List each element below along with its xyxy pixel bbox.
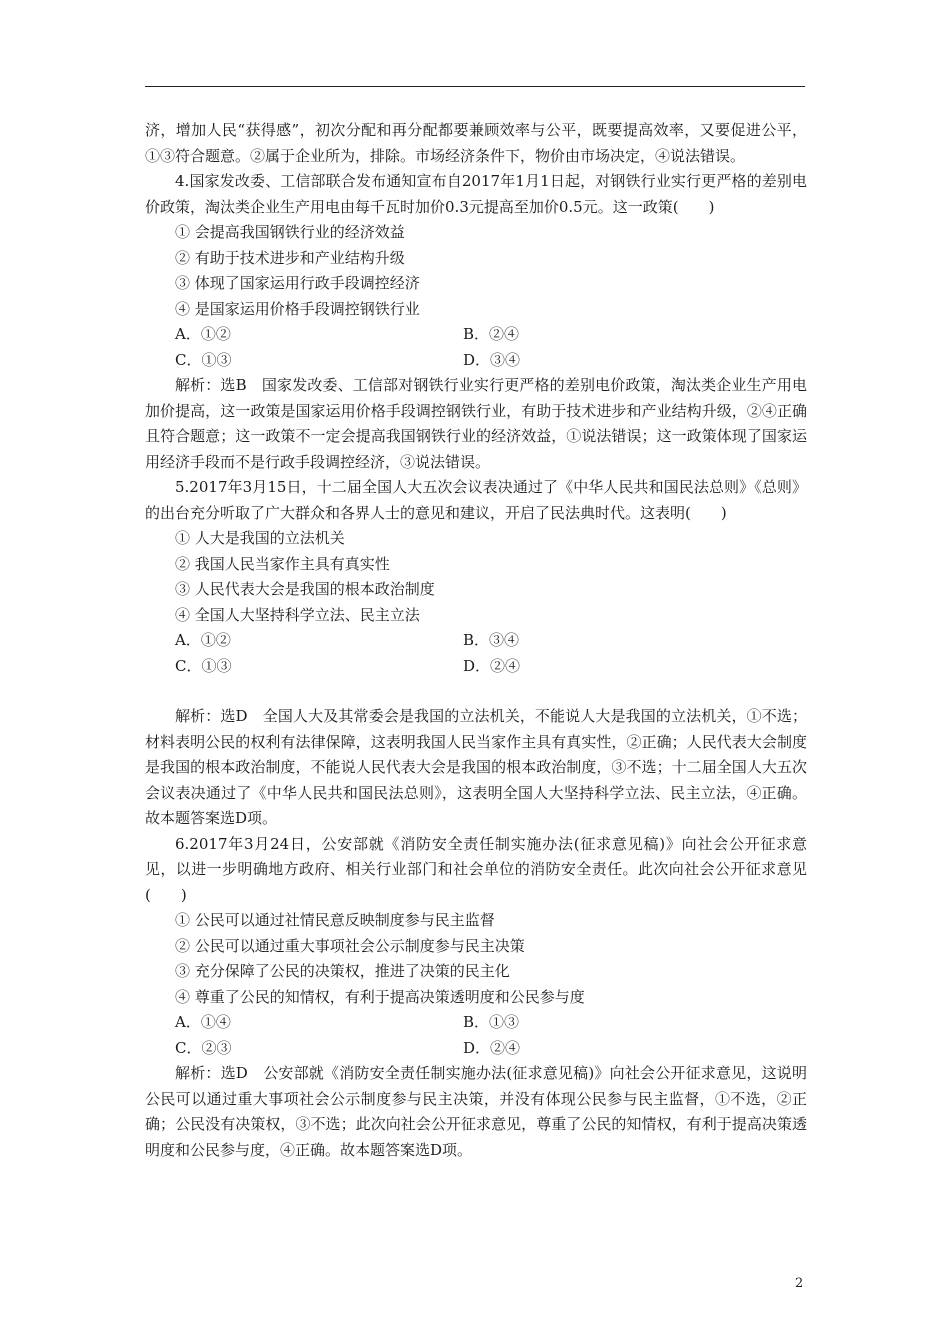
question-6-analysis: 解析：选D 公安部就《消防安全责任制实施办法(征求意见稿)》向社会公开征求意见，这说明公民可以通过重大事项社会公示制度参与民主决策，并没有体现公民参与民主监督，①不选，②正确；公民没有决策权，③不选；此次向社会公开征求意见，尊重了公民的知情权，有利于提高决策透明度和公民参与度，④正确。故本题答案选D项。: [145, 1064, 807, 1159]
spacer: [145, 679, 807, 704]
question-5-analysis: 解析：选D 全国人大及其常委会是我国的立法机关，不能说人大是我国的立法机关，①不选；材料表明公民的权利有法律保障，这表明我国人民当家作主具有真实性，②正确；人民代表大会制度是我国的根本政治制度，不能说人民代表大会是我国的根本政治制度，③不选；十二届全国人大五次会议表决通过了《中华人民共和国民法总则》，这表明全国人大坚持科学立法、民主立法，④正确。故本题答案选D项。: [145, 707, 807, 827]
question-6-stem: 6.2017年3月24日，公安部就《消防安全责任制实施办法(征求意见稿)》向社会公开征求意见，以进一步明确地方政府、相关行业部门和社会单位的消防安全责任。此次向社会公开征求意见( ): [145, 834, 807, 904]
choice-a: A．①②: [175, 631, 231, 649]
question-5-option-1: ① 人大是我国的立法机关: [175, 529, 345, 547]
question-5-option-2: ② 我国人民当家作主具有真实性: [175, 554, 390, 573]
choice-a: A．①②: [175, 325, 231, 343]
question-5-stem: 5.2017年3月15日，十二届全国人大五次会议表决通过了《中华人民共和国民法总则》《总则》的出台充分听取了广大群众和各界人士的意见和建议，开启了民法典时代。这表明( ): [145, 478, 807, 522]
question-6-option-1: ① 公民可以通过社情民意反映制度参与民主监督: [175, 911, 495, 929]
choice-b: B．②④: [463, 325, 520, 343]
question-6-option-4: ④ 尊重了公民的知情权，有利于提高决策透明度和公民参与度: [175, 987, 585, 1006]
question-4-choices-row-2: [145, 348, 807, 374]
question-6-option-2: ② 公民可以通过重大事项社会公示制度参与民主决策: [175, 936, 525, 955]
choice-d: D．②④: [463, 1038, 521, 1057]
question-4-stem: 4.国家发改委、工信部联合发布通知宣布自2017年1月1日起，对钢铁行业实行更严格的差别电价政策，淘汰类企业生产用电由每千瓦时加价0.3元提高至加价0.5元。这一政策( ): [145, 172, 807, 216]
choice-b: B．①③: [463, 1013, 520, 1031]
question-4-choices-row-1: [145, 322, 807, 348]
page-content: [145, 118, 807, 1163]
question-5-option-4: ④ 全国人大坚持科学立法、民主立法: [175, 605, 420, 624]
question-5-choices-row-2: [145, 654, 807, 680]
question-6-option-3: ③ 充分保障了公民的决策权，推进了决策的民主化: [175, 962, 510, 980]
question-5-option-3: ③ 人民代表大会是我国的根本政治制度: [175, 580, 435, 598]
header-rule: [145, 86, 805, 87]
choice-c: C．①③: [175, 656, 232, 675]
question-6-choices-row-1: [145, 1010, 807, 1036]
choice-b: B．③④: [463, 631, 520, 649]
continued-paragraph: 济，增加人民“获得感”，初次分配和再分配都要兼顾效率与公平，既要提高效率，又要促进公平，①③符合题意。②属于企业所为，排除。市场经济条件下，物价由市场决定，④说法错误。: [145, 121, 807, 165]
question-4-option-1: ① 会提高我国钢铁行业的经济效益: [175, 223, 405, 241]
choice-c: C．②③: [175, 1038, 232, 1057]
choice-a: A．①④: [175, 1013, 231, 1031]
page-number: 2: [795, 1276, 804, 1291]
choice-c: C．①③: [175, 350, 232, 369]
question-4-option-2: ② 有助于技术进步和产业结构升级: [175, 248, 405, 267]
question-4-option-4: ④ 是国家运用价格手段调控钢铁行业: [175, 299, 420, 318]
question-4-analysis: 解析：选B 国家发改委、工信部对钢铁行业实行更严格的差别电价政策，淘汰类企业生产用电加价提高，这一政策是国家运用价格手段调控钢铁行业，有助于技术进步和产业结构升级，②④正确且符合题意；这一政策不一定会提高我国钢铁行业的经济效益，①说法错误；这一政策体现了国家运用经济手段而不是行政手段调控经济，③说法错误。: [145, 376, 807, 471]
question-6-choices-row-2: [145, 1036, 807, 1062]
question-5-choices-row-1: [145, 628, 807, 654]
choice-d: D．③④: [463, 350, 521, 369]
question-4-option-3: ③ 体现了国家运用行政手段调控经济: [175, 274, 420, 292]
choice-d: D．②④: [463, 656, 521, 675]
